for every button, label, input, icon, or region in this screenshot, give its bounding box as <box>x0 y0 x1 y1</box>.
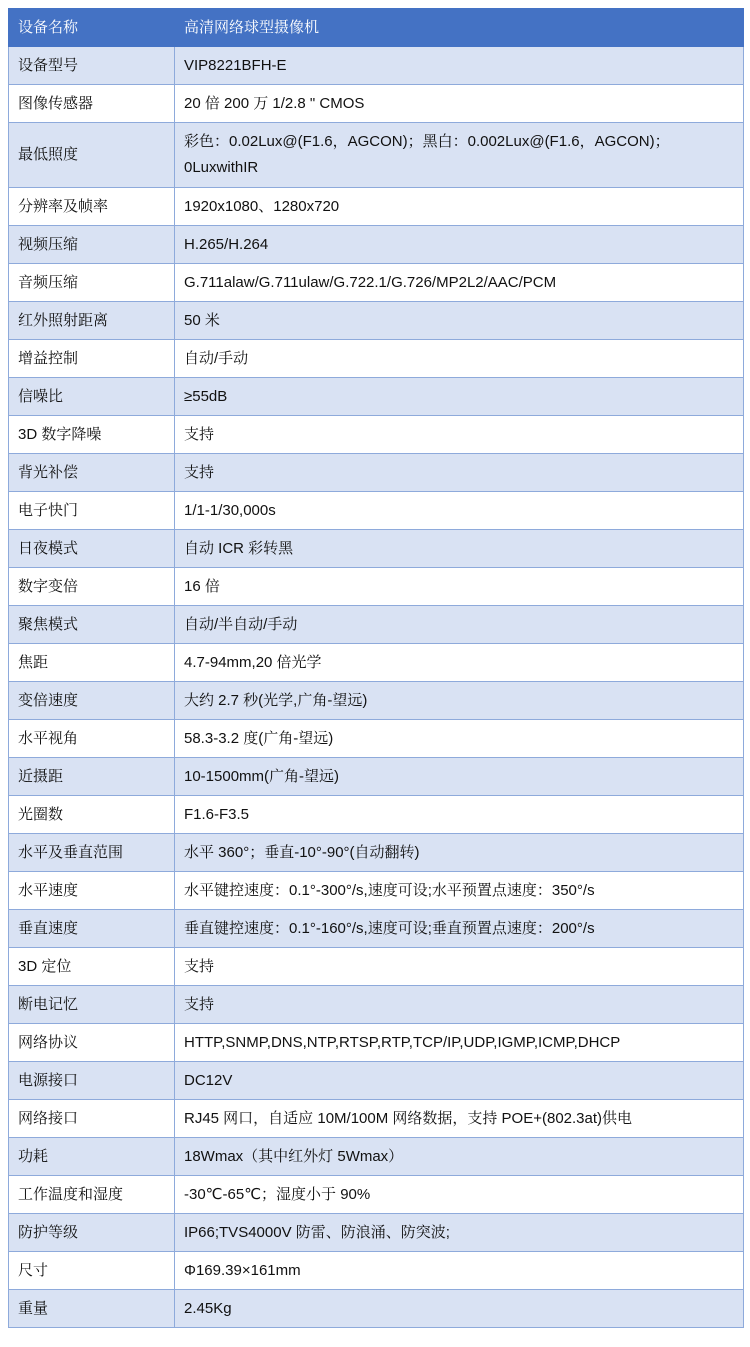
spec-value: 彩色：0.02Lux@(F1.6，AGCON)；黑白：0.002Lux@(F1.6，AGCON)；0LuxwithIR <box>175 123 744 188</box>
spec-label: 数字变倍 <box>9 568 175 606</box>
spec-label: 增益控制 <box>9 340 175 378</box>
spec-value: HTTP,SNMP,DNS,NTP,RTSP,RTP,TCP/IP,UDP,IGMP,ICMP,DHCP <box>175 1024 744 1062</box>
spec-value: 16 倍 <box>175 568 744 606</box>
spec-label: 3D 数字降噪 <box>9 416 175 454</box>
spec-value: VIP8221BFH-E <box>175 47 744 85</box>
spec-value: H.265/H.264 <box>175 226 744 264</box>
spec-label: 最低照度 <box>9 123 175 188</box>
header-value-cell: 高清网络球型摄像机 <box>175 9 744 47</box>
table-row <box>9 948 744 986</box>
spec-label: 焦距 <box>9 644 175 682</box>
table-row <box>9 1062 744 1100</box>
spec-label: 图像传感器 <box>9 85 175 123</box>
spec-value: F1.6-F3.5 <box>175 796 744 834</box>
table-row <box>9 986 744 1024</box>
spec-label: 电源接口 <box>9 1062 175 1100</box>
table-row <box>9 123 744 188</box>
spec-value: 自动/手动 <box>175 340 744 378</box>
table-row <box>9 644 744 682</box>
table-row <box>9 264 744 302</box>
table-row <box>9 492 744 530</box>
spec-label: 功耗 <box>9 1138 175 1176</box>
spec-value: 10-1500mm(广角-望远) <box>175 758 744 796</box>
spec-value: -30℃-65℃；湿度小于 90% <box>175 1176 744 1214</box>
spec-value: 支持 <box>175 454 744 492</box>
table-row <box>9 226 744 264</box>
table-row <box>9 758 744 796</box>
table-header-row <box>9 9 744 47</box>
table-row <box>9 1024 744 1062</box>
spec-value: 自动/半自动/手动 <box>175 606 744 644</box>
spec-value: 支持 <box>175 986 744 1024</box>
table-row <box>9 378 744 416</box>
spec-label: 工作温度和湿度 <box>9 1176 175 1214</box>
spec-value: ≥55dB <box>175 378 744 416</box>
spec-value: 4.7-94mm,20 倍光学 <box>175 644 744 682</box>
spec-label: 日夜模式 <box>9 530 175 568</box>
spec-value: 水平键控速度：0.1°-300°/s,速度可设;水平预置点速度：350°/s <box>175 872 744 910</box>
spec-value: RJ45 网口，自适应 10M/100M 网络数据，支持 POE+(802.3at)供电 <box>175 1100 744 1138</box>
spec-value: 支持 <box>175 948 744 986</box>
spec-label: 网络协议 <box>9 1024 175 1062</box>
table-row <box>9 872 744 910</box>
table-row <box>9 606 744 644</box>
spec-value: 58.3-3.2 度(广角-望远) <box>175 720 744 758</box>
spec-value: 大约 2.7 秒(光学,广角-望远) <box>175 682 744 720</box>
spec-label: 水平及垂直范围 <box>9 834 175 872</box>
table-row <box>9 1138 744 1176</box>
spec-table <box>8 8 744 1328</box>
table-row <box>9 1176 744 1214</box>
table-row <box>9 568 744 606</box>
spec-value: Φ169.39×161mm <box>175 1252 744 1290</box>
table-row <box>9 302 744 340</box>
table-row <box>9 47 744 85</box>
spec-value: 20 倍 200 万 1/2.8 " CMOS <box>175 85 744 123</box>
spec-value: 水平 360°；垂直-10°-90°(自动翻转) <box>175 834 744 872</box>
spec-label: 红外照射距离 <box>9 302 175 340</box>
spec-label: 网络接口 <box>9 1100 175 1138</box>
table-row <box>9 340 744 378</box>
spec-value: DC12V <box>175 1062 744 1100</box>
spec-value: 50 米 <box>175 302 744 340</box>
spec-label: 背光补偿 <box>9 454 175 492</box>
table-row <box>9 188 744 226</box>
table-row <box>9 796 744 834</box>
spec-value: 1/1-1/30,000s <box>175 492 744 530</box>
spec-label: 光圈数 <box>9 796 175 834</box>
table-row <box>9 1290 744 1328</box>
spec-label: 尺寸 <box>9 1252 175 1290</box>
spec-label: 电子快门 <box>9 492 175 530</box>
spec-value: 自动 ICR 彩转黑 <box>175 530 744 568</box>
spec-label: 音频压缩 <box>9 264 175 302</box>
spec-label: 断电记忆 <box>9 986 175 1024</box>
table-row <box>9 1214 744 1252</box>
spec-label: 视频压缩 <box>9 226 175 264</box>
table-row <box>9 720 744 758</box>
spec-label: 近摄距 <box>9 758 175 796</box>
spec-value: 支持 <box>175 416 744 454</box>
header-label-cell: 设备名称 <box>9 9 175 47</box>
spec-body <box>9 47 744 1328</box>
spec-value: IP66;TVS4000V 防雷、防浪涌、防突波; <box>175 1214 744 1252</box>
spec-label: 水平速度 <box>9 872 175 910</box>
table-row <box>9 416 744 454</box>
spec-value: G.711alaw/G.711ulaw/G.722.1/G.726/MP2L2/AAC/PCM <box>175 264 744 302</box>
spec-label: 水平视角 <box>9 720 175 758</box>
table-row <box>9 530 744 568</box>
table-row <box>9 682 744 720</box>
spec-label: 垂直速度 <box>9 910 175 948</box>
spec-label: 防护等级 <box>9 1214 175 1252</box>
spec-label: 变倍速度 <box>9 682 175 720</box>
spec-label: 聚焦模式 <box>9 606 175 644</box>
spec-label: 分辨率及帧率 <box>9 188 175 226</box>
spec-label: 设备型号 <box>9 47 175 85</box>
spec-value: 垂直键控速度：0.1°-160°/s,速度可设;垂直预置点速度：200°/s <box>175 910 744 948</box>
table-row <box>9 1100 744 1138</box>
table-row <box>9 910 744 948</box>
table-row <box>9 454 744 492</box>
table-row <box>9 1252 744 1290</box>
table-row <box>9 85 744 123</box>
spec-label: 3D 定位 <box>9 948 175 986</box>
spec-value: 2.45Kg <box>175 1290 744 1328</box>
table-row <box>9 834 744 872</box>
spec-label: 重量 <box>9 1290 175 1328</box>
spec-label: 信噪比 <box>9 378 175 416</box>
spec-value: 18Wmax（其中红外灯 5Wmax） <box>175 1138 744 1176</box>
spec-value: 1920x1080、1280x720 <box>175 188 744 226</box>
